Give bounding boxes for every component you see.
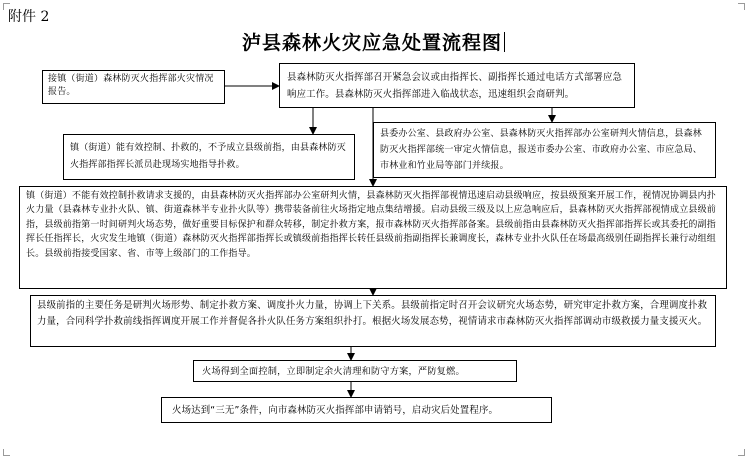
escalate-box: 镇（街道）不能有效控制扑救请求支援的，由县森林防灭火指挥部办公室研判火情，县森林防灭火指挥部视情迅速启动县级响应，按县级预案开展工作，视情况协调县内扑火力量（县森林专业扑火队、镇、街道森林半专业扑火队等）携带装备前往火场指定地点集结增援。启动县级三级及以上应急响应后，县森林防灭火指挥部视情成立县级前指，县级前指第一时间研判火场态势，做好重要目标保护和群众转移，制定扑救方案，报市森林防灭火指挥部备案。县级前指由县森林防灭火指挥部指挥长或其委托的副指挥长任指挥长，火灾发生地镇（街道）森林防灭火指挥部指挥长或镇级前指指挥长转任县级前指副指挥长兼调度长，森林专业扑火队任在场最高级别任副指挥长兼行动组组长。县级前指接受国家、省、市等上级部门的工作指导。 <box>19 186 727 289</box>
attachment-label: 附件 2 <box>8 9 50 25</box>
closure-box: 火场达到“三无”条件，向市森林防灭火指挥部申请销号，启动灾后处置程序。 <box>161 397 552 423</box>
town-control-box: 镇（街道）能有效控制、扑救的，不予成立县级前指，由县森林防灭火指挥部指挥长派员赴现场实地指导扑救。 <box>63 134 355 180</box>
notify-box: 县委办公室、县政府办公室、县森林防灭火指挥部办公室研判火情信息，县森林防灭火指挥部统一审定火情信息，报送市委办公室、市政府办公室、市应急局、市林业和竹业局等部门并续报。 <box>373 122 716 178</box>
command-box: 县森林防灭火指挥部召开紧急会议或由指挥长、副指挥长通过电话方式部署应急响应工作。县森林防灭火指挥部进入临战状态，迅速组织会商研判。 <box>279 63 635 108</box>
frontline-box: 县级前指的主要任务是研判火场形势、制定扑救方案、调度扑火力量，协调上下关系。县级前指定时召开会议研究火场态势，研究审定扑救方案，合理调度扑救力量，合同科学扑救前线指挥调度开展工作并督促各扑火队任务方案组织扑打。根据火场发展态势，视情请求市森林防灭火指挥部调动市级救援力量支援灭火。 <box>30 295 716 347</box>
report-box: 接镇（街道）森林防灭火指挥部火灾情况报告。 <box>42 70 225 104</box>
controlled-box: 火场得到全面控制，立即制定余火清理和防守方案，严防复燃。 <box>193 360 517 382</box>
diagram-title-text: 泸县森林火灾应急处置流程图 <box>241 32 502 54</box>
